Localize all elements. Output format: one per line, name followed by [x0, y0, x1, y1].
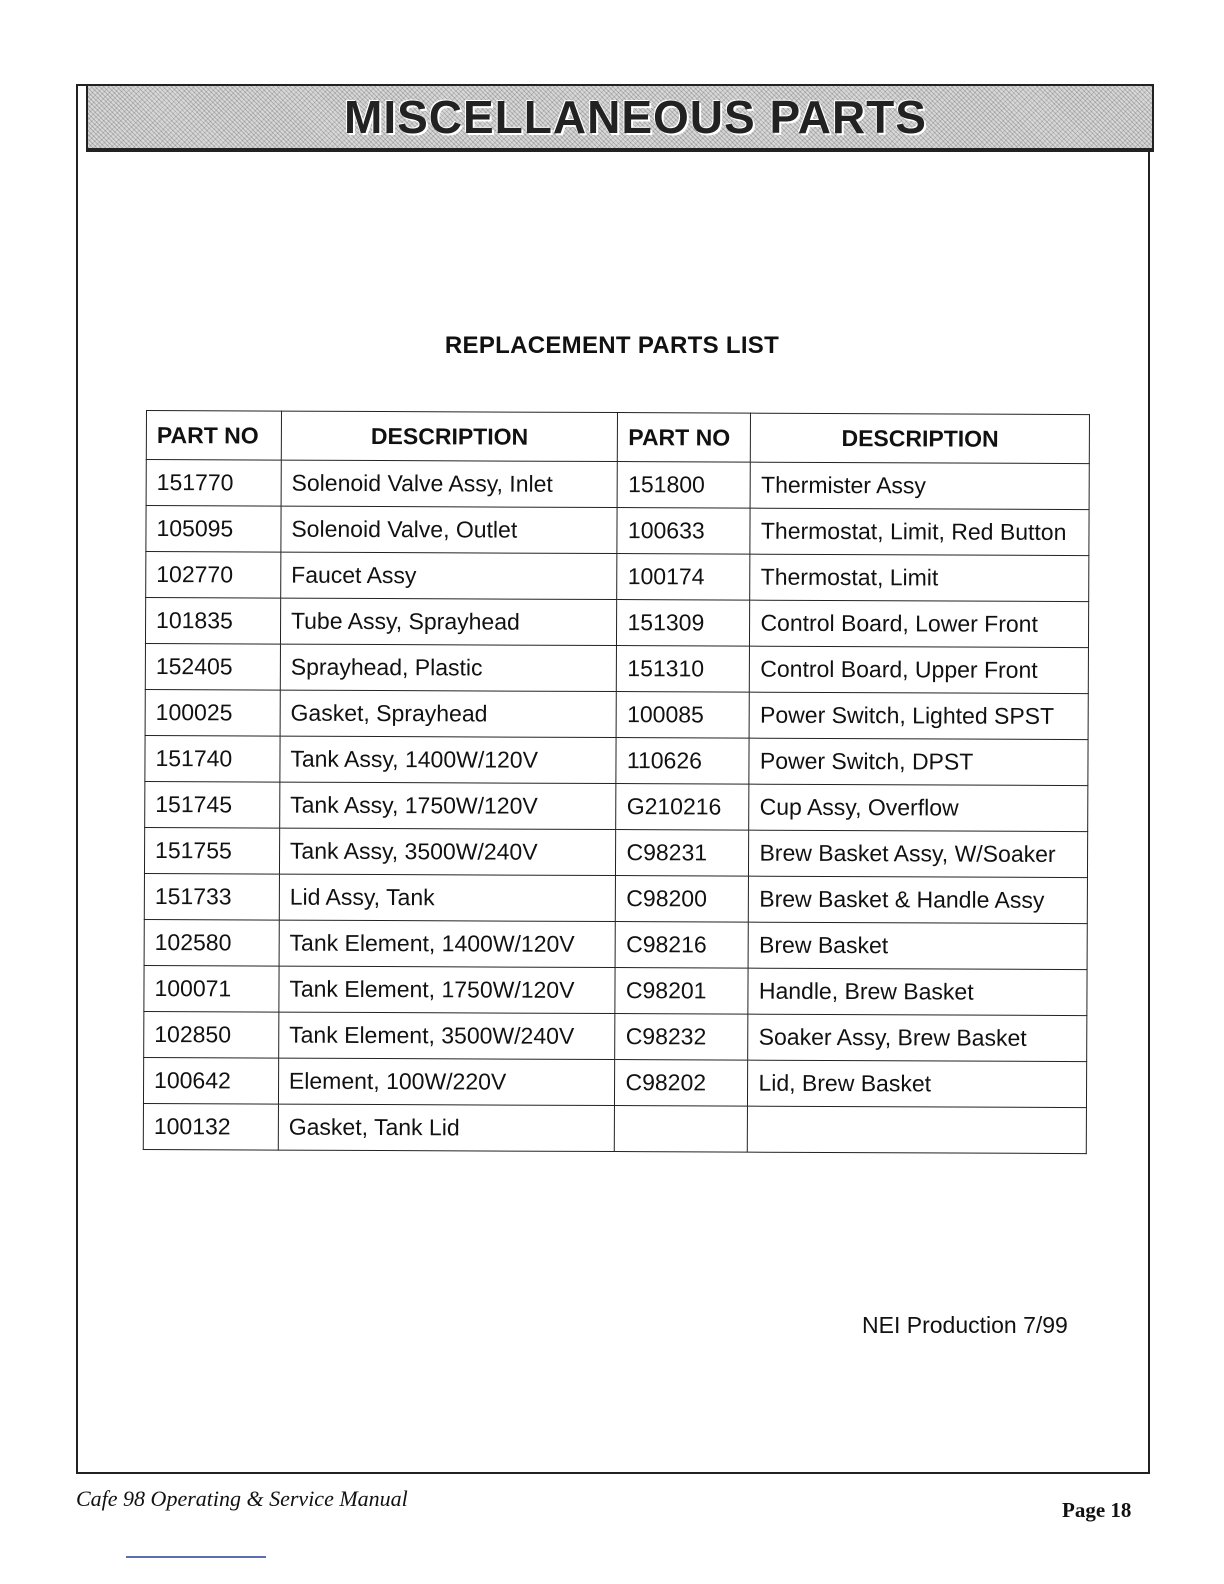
description-cell: Brew Basket & Handle Assy: [749, 876, 1088, 923]
manual-title: Cafe 98 Operating & Service Manual: [76, 1486, 408, 1511]
table-row: [146, 460, 1089, 510]
part-no-cell: 151309: [617, 600, 750, 647]
description-cell: Gasket, Sprayhead: [280, 690, 617, 737]
header-description-1: DESCRIPTION: [281, 411, 618, 461]
table-row: [146, 506, 1089, 556]
part-no-cell: C98200: [616, 876, 749, 923]
part-no-cell: 151800: [618, 462, 751, 509]
description-cell: Thermostat, Limit, Red Button: [750, 508, 1089, 555]
part-no-cell: 101835: [145, 598, 280, 645]
description-cell: Soaker Assy, Brew Basket: [748, 1014, 1087, 1061]
description-cell: Gasket, Tank Lid: [278, 1104, 615, 1151]
description-cell: Power Switch, DPST: [749, 738, 1088, 785]
description-cell: Solenoid Valve Assy, Inlet: [281, 460, 618, 507]
description-cell: Cup Assy, Overflow: [749, 784, 1088, 831]
description-cell: Faucet Assy: [281, 552, 618, 599]
description-cell: Thermostat, Limit: [750, 554, 1089, 601]
description-cell: Lid Assy, Tank: [279, 874, 616, 921]
description-cell: Tank Element, 1750W/120V: [279, 966, 616, 1013]
description-cell: Tank Element, 1400W/120V: [279, 920, 616, 967]
part-no-cell: C98232: [615, 1014, 748, 1061]
description-cell: Tank Element, 3500W/240V: [279, 1012, 616, 1059]
description-cell: Lid, Brew Basket: [748, 1060, 1087, 1107]
part-no-cell: 100071: [144, 965, 279, 1012]
part-no-cell: C98216: [616, 922, 749, 969]
description-cell: Control Board, Upper Front: [750, 646, 1089, 693]
part-no-cell: 105095: [146, 506, 281, 553]
part-no-cell: 100085: [617, 692, 750, 739]
header-description-2: DESCRIPTION: [751, 413, 1090, 463]
part-no-cell: C98231: [616, 830, 749, 877]
part-no-cell: G210216: [616, 784, 749, 831]
part-no-cell: [615, 1106, 748, 1153]
part-no-cell: 100642: [143, 1057, 278, 1104]
table-row: [144, 873, 1087, 923]
description-cell: Control Board, Lower Front: [750, 600, 1089, 647]
section-banner: [86, 84, 1154, 150]
page-number: Page 18: [1062, 1498, 1132, 1522]
part-no-cell: 102850: [144, 1011, 279, 1058]
part-no-cell: 102580: [144, 919, 279, 966]
footer-rule: [126, 1556, 266, 1558]
table-row: [143, 1057, 1086, 1107]
header-part-no-1: PART NO: [146, 411, 281, 461]
table-row: [145, 643, 1088, 693]
part-no-cell: 152405: [145, 643, 280, 690]
part-no-cell: 102770: [146, 552, 281, 599]
part-no-cell: 100174: [617, 554, 750, 601]
part-no-cell: 151733: [144, 873, 279, 920]
table-row: [145, 689, 1088, 739]
replacement-parts-table: [143, 410, 1090, 1154]
part-no-cell: 151310: [617, 646, 750, 693]
table-row: [145, 598, 1088, 648]
table-row: [145, 735, 1088, 785]
parts-list-title: REPLACEMENT PARTS LIST: [444, 332, 780, 359]
table-row: [144, 1011, 1087, 1061]
part-no-cell: 151740: [145, 735, 280, 782]
table-row: [146, 552, 1089, 602]
description-cell: Tank Assy, 3500W/240V: [279, 828, 616, 875]
part-no-cell: 100132: [143, 1103, 278, 1150]
description-cell: Element, 100W/220V: [278, 1058, 615, 1105]
description-cell: Brew Basket: [748, 922, 1087, 969]
table-row: [145, 781, 1088, 831]
part-no-cell: C98201: [615, 968, 748, 1015]
table-row: [144, 965, 1087, 1015]
description-cell: Tank Assy, 1400W/120V: [280, 736, 617, 783]
header-part-no-2: PART NO: [618, 413, 751, 463]
part-no-cell: 100633: [617, 508, 750, 555]
part-no-cell: 151770: [146, 460, 281, 507]
table-row: [143, 1103, 1086, 1153]
part-no-cell: C98202: [615, 1060, 748, 1107]
description-cell: Power Switch, Lighted SPST: [749, 692, 1088, 739]
description-cell: Brew Basket Assy, W/Soaker: [749, 830, 1088, 877]
production-note: NEI Production 7/99: [862, 1312, 1068, 1338]
description-cell: Handle, Brew Basket: [748, 968, 1087, 1015]
part-no-cell: 110626: [616, 738, 749, 785]
description-cell: Solenoid Valve, Outlet: [281, 506, 618, 553]
part-no-cell: 100025: [145, 689, 280, 736]
description-cell: Tube Assy, Sprayhead: [280, 598, 617, 645]
part-no-cell: 151745: [145, 781, 280, 828]
description-cell: Tank Assy, 1750W/120V: [280, 782, 617, 829]
description-cell: Sprayhead, Plastic: [280, 644, 617, 691]
description-cell: Thermister Assy: [750, 462, 1089, 509]
banner-divider: [86, 148, 1154, 152]
part-no-cell: 151755: [144, 827, 279, 874]
section-title: MISCELLANEOUS PARTS: [344, 91, 927, 143]
description-cell: [748, 1106, 1087, 1153]
table-row: [144, 919, 1087, 969]
table-header-row: [146, 411, 1089, 464]
table-row: [144, 827, 1087, 877]
